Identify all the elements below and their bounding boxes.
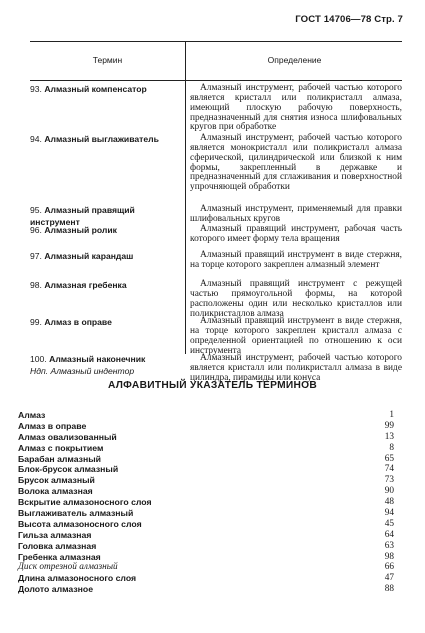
index-entry: Долото алмазное 88 — [18, 584, 394, 595]
term-cell: 98. Алмазная гребенка — [30, 280, 127, 290]
index-entry: Алмаз овализованный 13 — [18, 431, 394, 442]
definition-cell: Алмазный правящий инструмент, рабочая часть которого имеет форму тела вращения — [190, 224, 402, 244]
non-recommended-term: Ндп. Алмазный индентор — [30, 365, 135, 376]
table-header — [30, 41, 402, 81]
definition-cell: Алмазный инструмент, рабочей частью которого является кристалл или поликристалл алмаза, имеющий плоскую рабочую поверхность, предназначенный для снятия износа шлифовальных кругов при обработке — [190, 83, 402, 133]
term-cell: 95. Алмазный правящий инструмент — [30, 205, 135, 227]
definition-cell: Алмазный правящий инструмент в виде стержня, на торце которого закреплен кристалл алмаза с определенной ориентацией по отношению к оси инструмента — [190, 316, 402, 356]
index-entry: Волока алмазная 90 — [18, 486, 394, 497]
term-cell: 97. Алмазный карандаш — [30, 251, 134, 261]
column-divider — [185, 42, 186, 354]
index-entry: Вскрытие алмазоносного слоя 48 — [18, 497, 394, 508]
term-cell: 96. Алмазный ролик — [30, 225, 117, 235]
index-entry: Выглаживатель алмазный 94 — [18, 508, 394, 519]
index-entry: Длина алмазоносного слоя 47 — [18, 573, 394, 584]
definition-cell: Алмазный инструмент, рабочей частью которого является кристалл или поликристалл алмаза в виде цилиндра, пирамиды или конуса — [190, 353, 402, 383]
page-header: ГОСТ 14706—78 Стр. 7 — [295, 14, 403, 25]
index-entry: Барабан алмазный 65 — [18, 453, 394, 464]
column-header-definition: Определение — [267, 55, 322, 65]
index-entry: Блок-брусок алмазный 74 — [18, 464, 394, 475]
alphabetical-index — [18, 410, 394, 595]
definition-cell: Алмазный инструмент, рабочей частью которого является монокристалл или поликристалл алмаза сферической, цилиндрической или близкой к ним формы, закрепленный в державке и предназначенный для сглаживания и поверхностной упрочняющей обработки — [190, 133, 402, 193]
definition-cell: Алмазный инструмент, применяемый для правки шлифовальных кругов — [190, 204, 402, 224]
term-cell: 99. Алмаз в оправе — [30, 317, 112, 327]
term-cell: 94. Алмазный выглаживатель — [30, 134, 159, 144]
index-entry: Гильза алмазная 64 — [18, 529, 394, 540]
definition-cell: Алмазный правящий инструмент в виде стержня, на торце которого закреплен алмазный элемент — [190, 250, 402, 270]
terms-table — [30, 41, 402, 383]
term-cell: 93. Алмазный компенсатор — [30, 84, 147, 94]
column-header-term: Термин — [92, 55, 123, 65]
index-entry: Алмаз с покрытием 8 — [18, 442, 394, 453]
index-title: АЛФАВИТНЫЙ УКАЗАТЕЛЬ ТЕРМИНОВ — [107, 380, 318, 391]
index-entry: Диск отрезной алмазный 66 — [18, 562, 394, 573]
index-entry: Алмаз в оправе 99 — [18, 420, 394, 431]
index-entry: Высота алмазоносного слоя 45 — [18, 518, 394, 529]
index-entry: Брусок алмазный 73 — [18, 475, 394, 486]
term-cell: 100. Алмазный наконечник Ндп. Алмазный индентор — [30, 354, 180, 377]
index-entry: Гребенка алмазная 98 — [18, 551, 394, 562]
index-entry: Головка алмазная 63 — [18, 540, 394, 551]
index-entry: Алмаз 1 — [18, 410, 394, 420]
definition-cell: Алмазный правящий инструмент с режущей частью прямоугольной формы, на которой расположены один или несколько кристаллов или поликристаллов алмаза — [190, 279, 402, 319]
